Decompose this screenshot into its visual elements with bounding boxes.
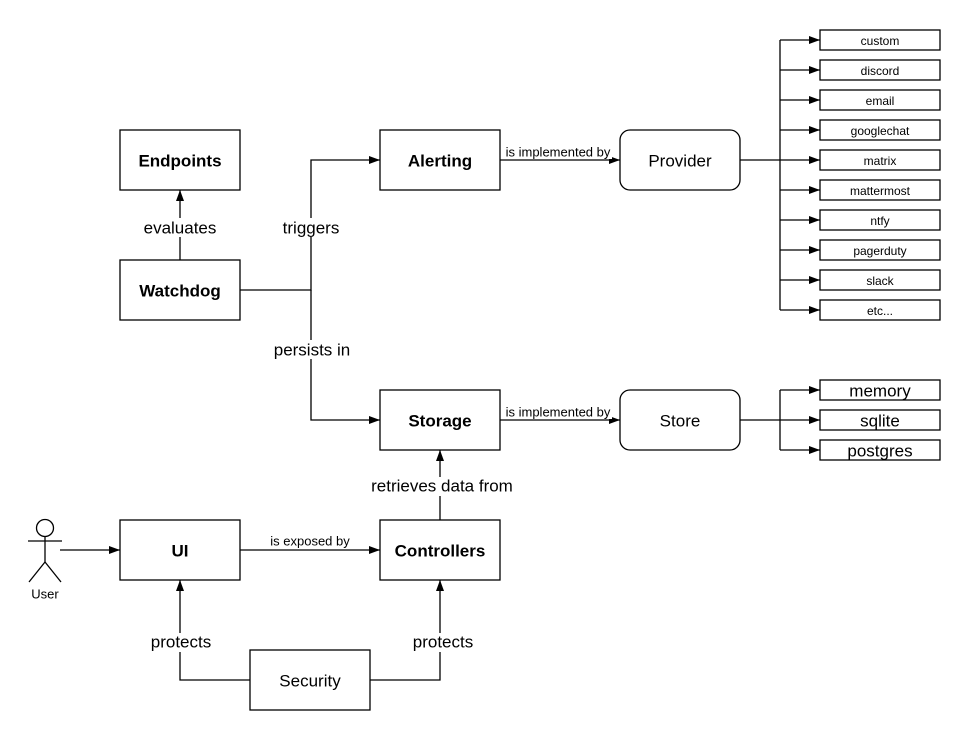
- edge-label-persists-in: [270, 340, 353, 360]
- store-item-label: sqlite: [860, 411, 900, 431]
- provider-item-custom: [820, 30, 940, 50]
- edge-label-is-implemented-by-store: [504, 404, 612, 420]
- provider-item-matrix: [820, 150, 940, 170]
- node-store: [620, 390, 740, 450]
- store-list: [820, 380, 940, 461]
- user-actor: [28, 520, 62, 602]
- storage-label: Storage: [408, 411, 472, 431]
- edge-label-triggers: [278, 218, 344, 238]
- provider-item-label: custom: [860, 34, 900, 48]
- node-security: [250, 650, 370, 710]
- provider-item-label: mattermost: [849, 184, 911, 198]
- is-implemented-by-label: is implemented by: [505, 144, 611, 160]
- node-controllers: [380, 520, 500, 580]
- edge-label-evaluates: [139, 218, 221, 238]
- alerting-label: Alerting: [407, 151, 473, 171]
- edge-security-ui: [180, 580, 250, 680]
- store-item-label: postgres: [847, 441, 913, 461]
- retrieves-data-from-label: retrieves data from: [371, 476, 513, 496]
- provider-item-label: googlechat: [850, 124, 910, 138]
- node-endpoints: [120, 130, 240, 190]
- provider-item-label: etc...: [866, 304, 894, 318]
- provider-item-label: discord: [860, 64, 900, 78]
- edge-label-is-exposed-by: [267, 533, 354, 549]
- provider-item-label: pagerduty: [853, 244, 907, 258]
- edge-label-protects-controllers: [411, 633, 475, 653]
- protects-label: protects: [412, 632, 474, 652]
- store-item-postgres: [820, 440, 940, 461]
- provider-item-ntfy: [820, 210, 940, 230]
- provider-item-mattermost: [820, 180, 940, 200]
- provider-item-label: ntfy: [870, 214, 890, 228]
- provider-item-label: matrix: [863, 154, 897, 168]
- edge-label-protects-ui: [149, 633, 213, 653]
- store-item-memory: [820, 380, 940, 401]
- node-ui: [120, 520, 240, 580]
- edge-security-controllers: [370, 580, 440, 680]
- provider-item-googlechat: [820, 120, 940, 140]
- provider-item-etc: [820, 300, 940, 320]
- provider-item-pagerduty: [820, 240, 940, 260]
- provider-item-slack: [820, 270, 940, 290]
- watchdog-label: Watchdog: [139, 281, 221, 301]
- security-label: Security: [279, 671, 341, 691]
- user-label: User: [31, 586, 59, 602]
- protects-label: protects: [150, 632, 212, 652]
- node-watchdog: [120, 260, 240, 320]
- is-exposed-by-label: is exposed by: [270, 533, 350, 549]
- provider-item-label: slack: [866, 274, 894, 288]
- ui-label: UI: [171, 541, 189, 561]
- provider-item-label: email: [865, 94, 895, 108]
- provider-item-discord: [820, 60, 940, 80]
- is-implemented-by-label: is implemented by: [505, 404, 611, 420]
- edge-label-is-implemented-by-provider: [504, 144, 612, 160]
- node-storage: [380, 390, 500, 450]
- triggers-label: triggers: [282, 218, 340, 238]
- store-item-sqlite: [820, 410, 940, 431]
- node-alerting: [380, 130, 500, 190]
- endpoints-label: Endpoints: [138, 151, 222, 171]
- persists-in-label: persists in: [273, 340, 351, 360]
- actor-left-leg: [29, 562, 45, 582]
- provider-label: Provider: [648, 151, 712, 171]
- provider-item-email: [820, 90, 940, 110]
- edge-label-retrieves-data-from: [371, 477, 513, 497]
- evaluates-label: evaluates: [143, 218, 217, 238]
- nodes: [120, 130, 740, 710]
- node-provider: [620, 130, 740, 190]
- provider-list: [820, 30, 940, 320]
- store-label: Store: [659, 411, 701, 431]
- actor-head: [37, 520, 54, 537]
- controllers-label: Controllers: [394, 541, 486, 561]
- store-item-label: memory: [849, 381, 911, 401]
- actor-right-leg: [45, 562, 61, 582]
